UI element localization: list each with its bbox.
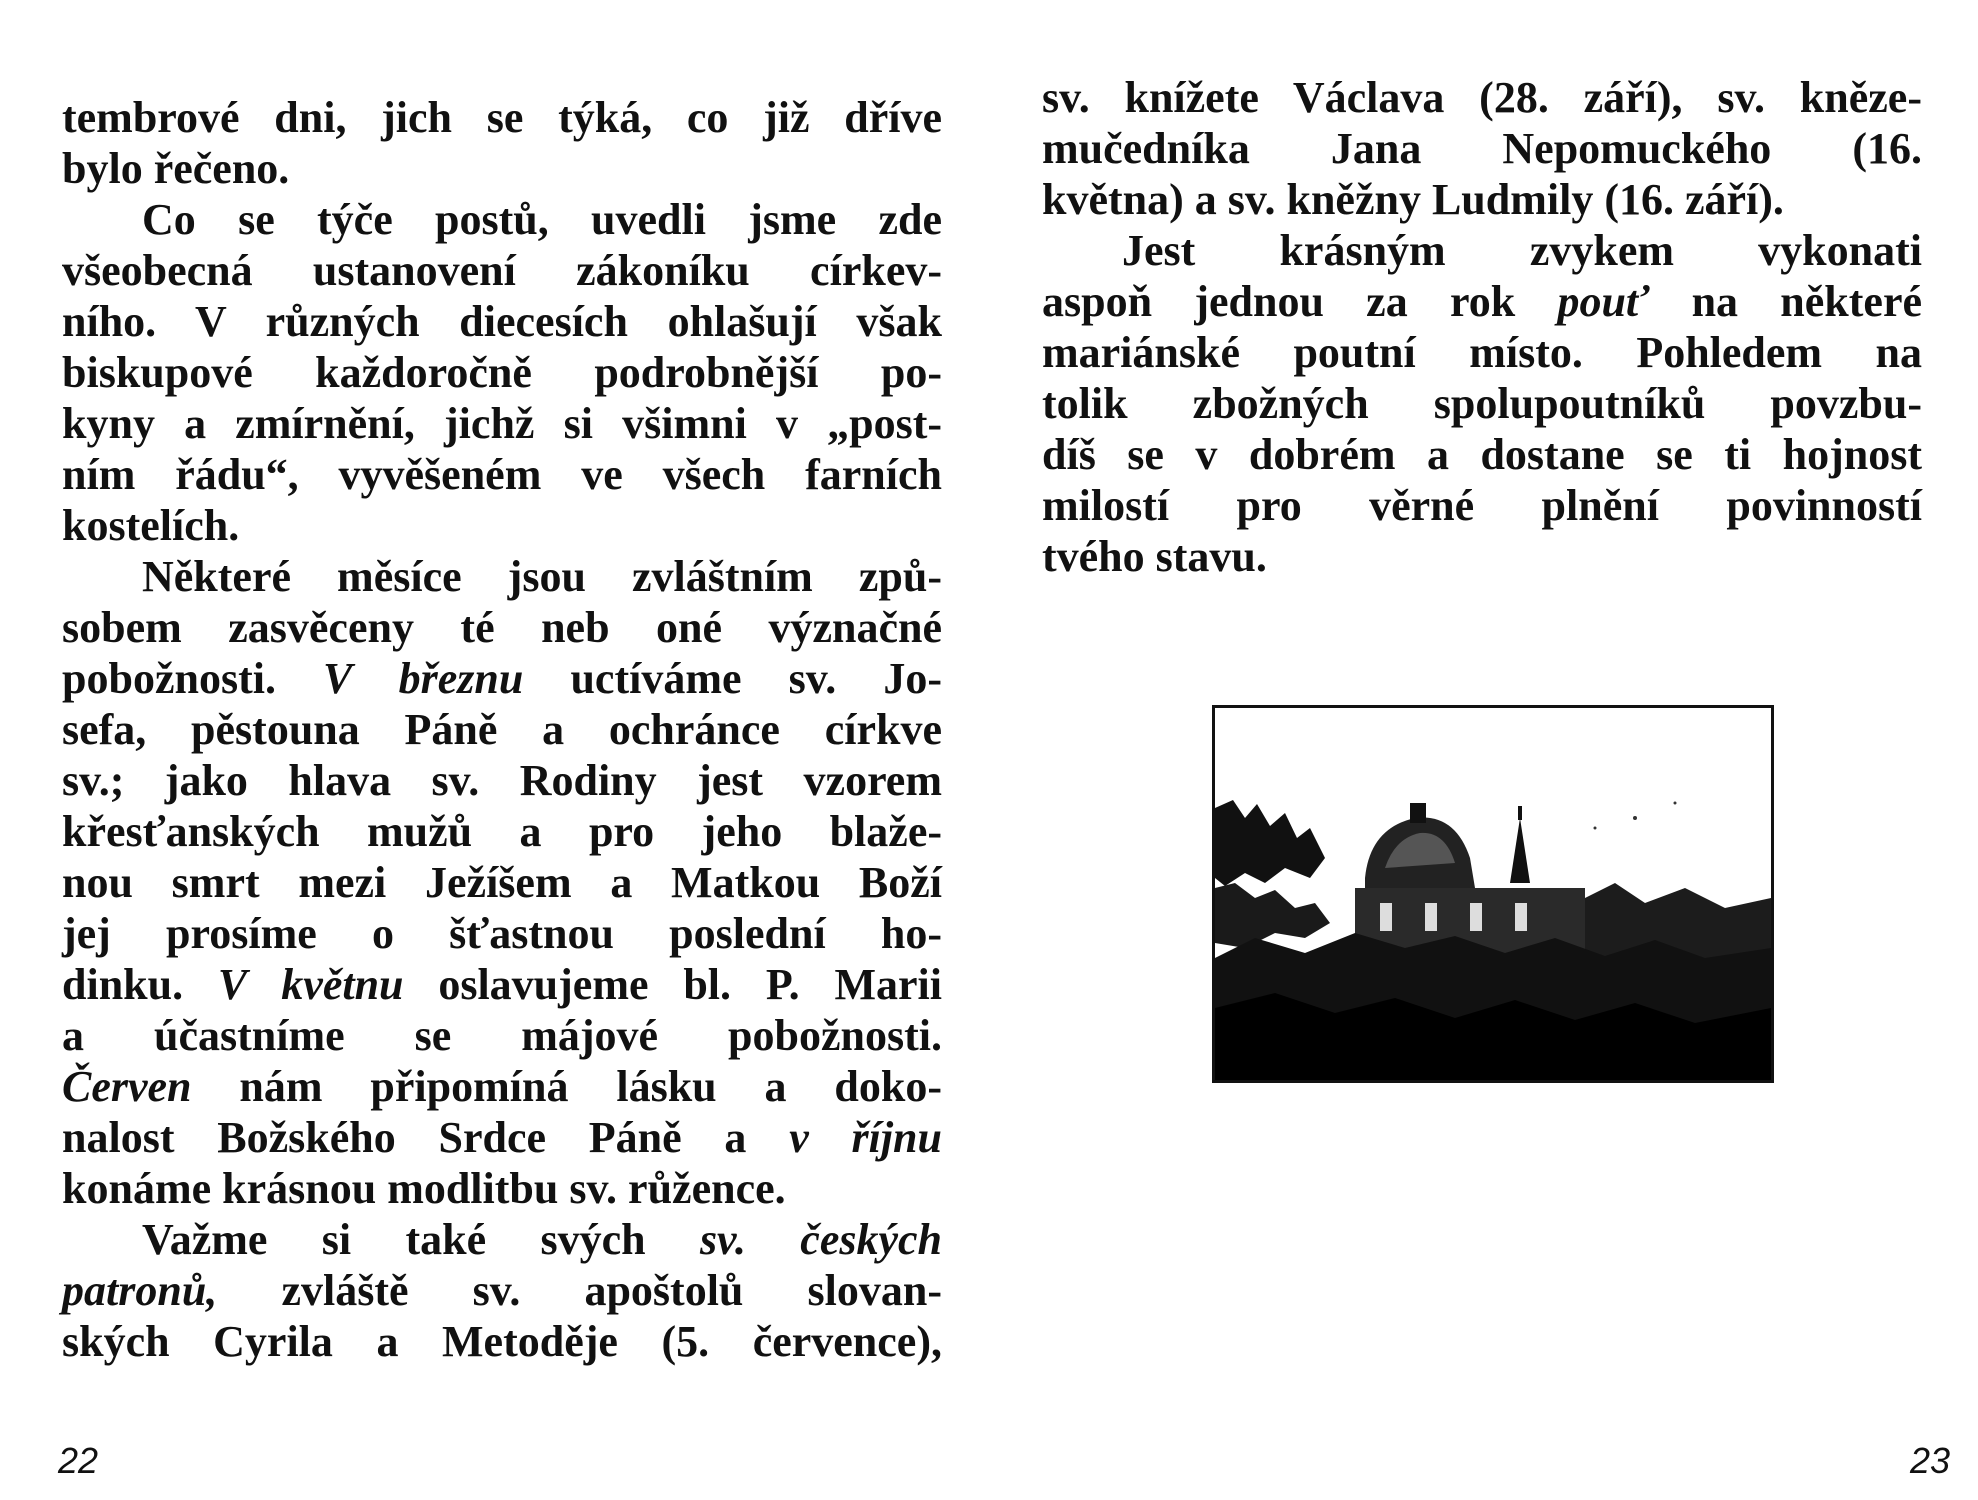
text-line: Některé měsíce jsou zvláštním způ- bbox=[142, 552, 942, 601]
italic-run: v říjnu bbox=[789, 1113, 942, 1162]
text-line: mučedníka Jana Nepomuckého (16. bbox=[1042, 124, 1922, 173]
page-number: 23 bbox=[1910, 1440, 1951, 1481]
text-line: bylo řečeno. bbox=[62, 144, 290, 193]
text-line: křesťanských mužů a pro jeho blaže- bbox=[62, 807, 942, 856]
text-line: sv. knížete Václava (28. září), sv. kněze- bbox=[1042, 73, 1922, 122]
text-run: Važme si také svých bbox=[142, 1215, 646, 1264]
text-line: sefa, pěstouna Páně a ochránce církve bbox=[62, 705, 942, 754]
italic-run: V květnu bbox=[217, 960, 404, 1009]
text-run: na některé bbox=[1691, 277, 1923, 326]
text-line: ských Cyrila a Metoděje (5. července), bbox=[62, 1317, 942, 1366]
text-line: kostelích. bbox=[62, 501, 240, 550]
right-text-column bbox=[1042, 72, 1922, 582]
italic-run: pouť bbox=[1557, 277, 1650, 326]
text-line: ním řádu“, vyvěšeném ve všech farních bbox=[62, 450, 942, 499]
left-text-column bbox=[62, 92, 942, 1367]
text-line: a účastníme se májové pobožnosti. bbox=[62, 1011, 942, 1060]
church-photo bbox=[1212, 705, 1774, 1083]
text-line: tembrové dni, jich se týká, co již dříve bbox=[62, 93, 942, 142]
page-number: 22 bbox=[58, 1440, 99, 1481]
text-line bbox=[1042, 276, 1922, 327]
text-line: konáme krásnou modlitbu sv. růžence. bbox=[62, 1164, 786, 1213]
text-run: uctíváme sv. Jo- bbox=[570, 654, 943, 703]
italic-run: V březnu bbox=[323, 654, 524, 703]
italic-run: Červen bbox=[62, 1062, 192, 1111]
text-run: dinku. bbox=[62, 960, 184, 1009]
text-run: nalost Božského Srdce Páně a bbox=[62, 1113, 747, 1162]
text-run: zvláště sv. apoštolů slovan- bbox=[281, 1266, 943, 1315]
text-line: sv.; jako hlava sv. Rodiny jest vzorem bbox=[62, 756, 942, 805]
text-line bbox=[62, 1265, 942, 1316]
text-line bbox=[62, 959, 942, 1010]
text-line: ního. V různých diecesích ohlašují však bbox=[62, 297, 942, 346]
italic-run: sv. českých bbox=[699, 1215, 943, 1264]
text-line: díš se v dobrém a dostane se ti hojnost bbox=[1042, 430, 1922, 479]
text-line: sobem zasvěceny té neb oné význačné bbox=[62, 603, 942, 652]
text-line: Jest krásným zvykem vykonati bbox=[1122, 226, 1922, 275]
text-run: oslavujeme bl. P. Marii bbox=[438, 960, 942, 1009]
text-line bbox=[62, 1061, 942, 1112]
text-line: biskupové každoročně podrobnější po- bbox=[62, 348, 942, 397]
text-line: tvého stavu. bbox=[1042, 532, 1267, 581]
text-line: mariánské poutní místo. Pohledem na bbox=[1042, 328, 1922, 377]
text-line: tolik zbožných spolupoutníků povzbu- bbox=[1042, 379, 1922, 428]
text-line: nou smrt mezi Ježíšem a Matkou Boží bbox=[62, 858, 942, 907]
text-line: kyny a zmírnění, jichž si všimni v „post- bbox=[62, 399, 942, 448]
text-line: jej prosíme o šťastnou poslední ho- bbox=[62, 909, 942, 958]
text-line: května) a sv. kněžny Ludmily (16. září). bbox=[1042, 175, 1784, 224]
text-run: nám připomíná lásku a doko- bbox=[239, 1062, 942, 1111]
church-photo-icon bbox=[1215, 708, 1771, 1080]
text-run: pobožnosti. bbox=[62, 654, 276, 703]
text-line bbox=[62, 1112, 942, 1163]
text-line bbox=[62, 653, 942, 704]
right-page bbox=[990, 0, 1978, 1500]
text-run: aspoň jednou za rok bbox=[1042, 277, 1516, 326]
text-line: Co se týče postů, uvedli jsme zde bbox=[142, 195, 942, 244]
text-line bbox=[62, 1214, 942, 1265]
text-line: milostí pro věrné plnění povinností bbox=[1042, 481, 1922, 530]
italic-run: patronů, bbox=[62, 1266, 218, 1315]
text-line: všeobecná ustanovení zákoníku církev- bbox=[62, 246, 942, 295]
